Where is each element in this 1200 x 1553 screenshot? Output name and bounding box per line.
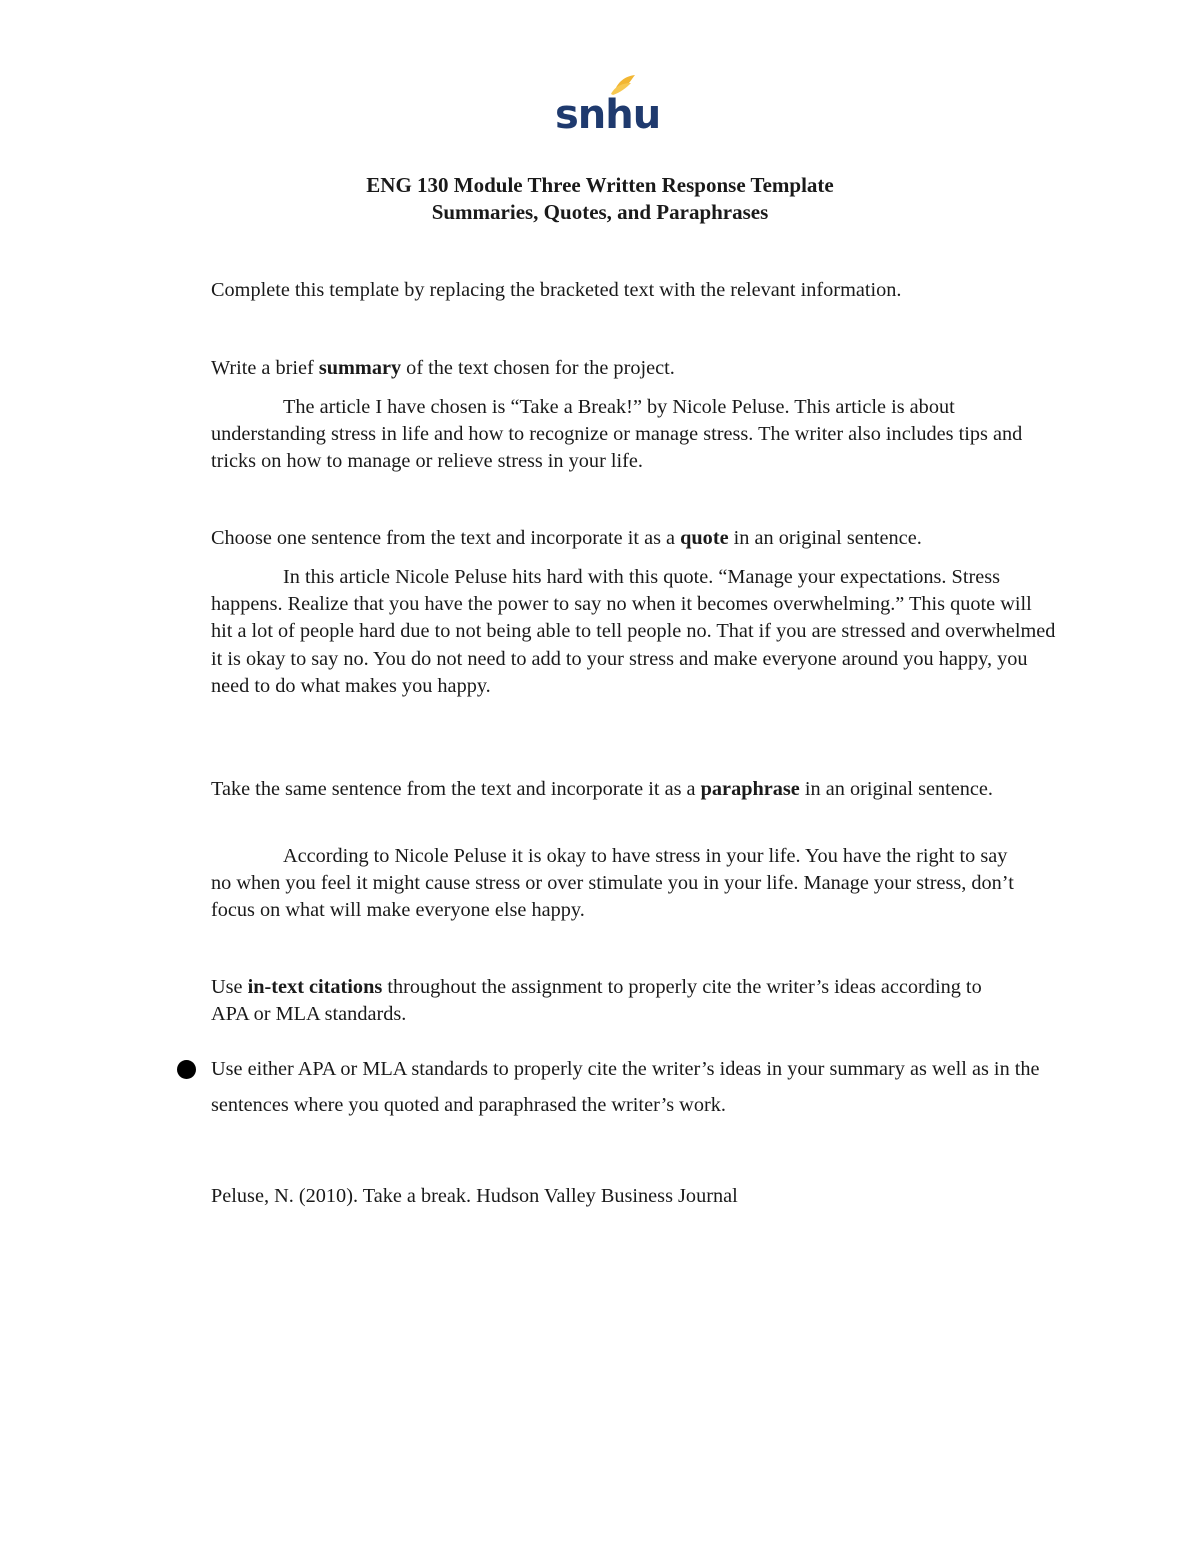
paraphrase-prompt-pre: Take the same sentence from the text and incorporate it as a [211,778,701,800]
citation-bullet-text: Use either APA or MLA standards to properly cite the writer’s ideas in your summary as well as in the sentences where you quoted and paraphrased the writer’s work. [211,1058,1040,1116]
title-block [0,172,1200,226]
quote-prompt-pre: Choose one sentence from the text and incorporate it as a [211,527,681,549]
paraphrase-response: According to Nicole Peluse it is okay to have stress in your life. You have the right to say no when you feel it might cause stress or over stimulate you in your life. Manage your stress, don’t focus on what will make everyone else happy. [211,845,1014,922]
quote-prompt-bold: quote [680,527,729,549]
summary-prompt-post: of the text chosen for the project. [401,357,675,379]
bullet-icon [177,1060,196,1079]
quote-prompt-post: in an original sentence. [728,527,922,549]
quote-response: In this article Nicole Peluse hits hard with this quote. “Manage your expectations. Stress happens. Realize that you have the power to say no when it becomes overwhelming.” This quote will hit a lot of people hard due to not being able to tell people no. That if you are stressed and overwhelmed it is okay to say no. You do not need to add to your stress and make everyone around you happy, you need to do what makes you happy. [211,566,1056,697]
page-title: ENG 130 Module Three Written Response Template [366,173,834,197]
summary-prompt-bold: summary [318,357,402,379]
reference-entry: Peluse, N. (2010). Take a break. Hudson Valley Business Journal [211,1185,738,1207]
page-subtitle: Summaries, Quotes, and Paraphrases [431,200,769,224]
citation-prompt-post: throughout the assignment to properly cite the writer’s ideas according to APA or MLA standards. [211,976,982,1026]
paraphrase-prompt [211,776,1041,803]
citation-prompt-pre: Use [211,976,248,998]
snhu-logo [553,72,661,138]
summary-prompt-pre: Write a brief [211,357,319,379]
summary-prompt [211,355,1061,382]
flame-leaf-icon [553,72,661,138]
citation-prompt-bold: in-text citations [247,976,383,998]
paraphrase-prompt-bold: paraphrase [700,778,800,800]
citation-prompt [211,974,1001,1028]
svg-text:snhu: snhu [555,92,661,138]
paraphrase-prompt-post: in an original sentence. [799,778,993,800]
summary-response: The article I have chosen is “Take a Break!” by Nicole Peluse. This article is about understanding stress in life and how to recognize or manage stress. The writer also includes tips and tricks on how to manage or relieve stress in your life. [211,396,1023,473]
instructions-text: Complete this template by replacing the bracketed text with the relevant information. [211,279,902,301]
quote-prompt [211,525,1061,552]
